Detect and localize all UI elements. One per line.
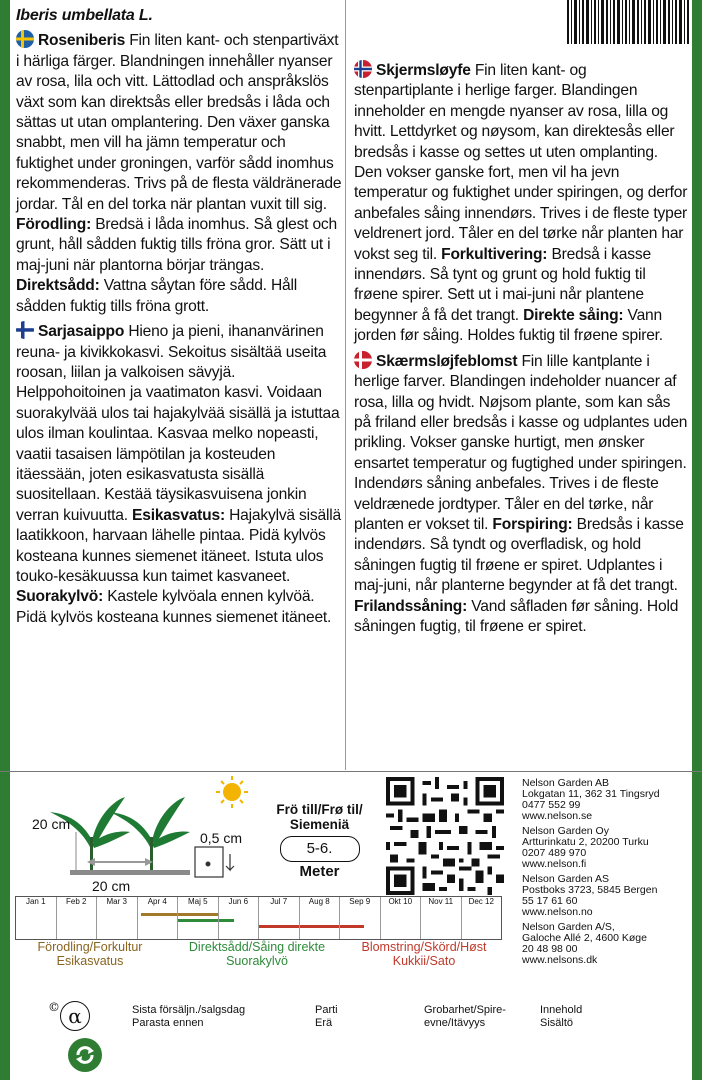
section-text: Vann jorden før såing. Holdes fuktig til frøene spirer. [354, 306, 663, 345]
section-text: Hieno ja pieni, ihananvärinen reuna- ja kivikkokasvi. Sekoitus sisältää useita roosan, liilan ja valkoisen sävyjä. Helppohoitoinen ja vaatimaton kasvi. Voidaan suorakylvää ulos tai hajakylvää sisällä ja istuttaa ulos ilman koulintaa. Kasvaa melko nopeasti, vaatii tasaisen lämpötilan ja kosteuden itäessään, joten esikasvatusta sisällä suositellaan. Kestää täysikasvuisena jonkin verran kuivuutta. [16, 323, 340, 524]
section-finnish [16, 321, 342, 628]
contact-line: www.nelson.fi [522, 858, 587, 870]
sowing-calendar [15, 896, 502, 940]
section-text: Bredså i kasse innendørs. Så tynt og grunt og hold fuktig til frøene spirer. Sett ut i mai-juni når plantene begynner å få det trangt. [354, 245, 651, 324]
contents-label: Innehold Sisältö [540, 1004, 583, 1029]
alpha-logo: © α [48, 1000, 90, 1031]
month-cell: Okt 10 [381, 897, 422, 939]
contact-line: Nelson Garden AS [522, 873, 609, 885]
section-danish [354, 351, 688, 638]
section-text: Fin liten kant- och stenpartiväxt i härliga färger. Blandningen innehåller nyanser av rosa, lila och vitt. Lättodlad och anspråkslös växt som kan direktsås eller bredsås i låda och sättas ut utan omplantering. Den växer ganska snabbt, men vill ha jämn temperatur och fuktighet under groningen, varför sådd inomhus rekommenderas. Trivs på de flesta väldränerade jordar. Tål en del torka när plantan vuxit till sig. [16, 32, 342, 213]
sweden-flag-icon [16, 30, 34, 48]
contact-line: www.nelsons.dk [522, 954, 598, 966]
finland-flag-icon [16, 321, 34, 339]
contact-line: 55 17 61 60 [522, 895, 578, 907]
recycle-icon [68, 1038, 102, 1072]
section-label: Frilandssåning: [354, 597, 468, 615]
bloom-bar [340, 925, 364, 928]
section-text: Fin lille kantplante i herlige farver. Blandingen indeholder nuancer af rosa, lilla og hvidt. Nøjsom plante, som kan sås på friland eller bredsås i kasse og udplantes uden prikling. Vokser ganske hurtigt, men ønsker ensartet temperatur og fugtighed under spiringen. Indendørs såning anbefales. Trives i de fleste veldrænede jordtyper. Tåler en del tørke, når planten er vokset til. [354, 352, 688, 533]
section-text: Vand såfladen før såning. Hold såningen fugtig, til frøene er spiret. [354, 597, 679, 635]
denmark-flag-icon [354, 351, 372, 369]
section-title: Skærmsløjfeblomst [376, 352, 518, 370]
month-cell: Aug 8 [300, 897, 341, 939]
section-label: Direkte såing: [523, 306, 624, 324]
legend-bloom: Blomstring/Skörd/Høst Kukkii/Sato [361, 940, 487, 968]
section-norwegian [354, 60, 688, 347]
month-cell: Dec 12 [468, 897, 494, 906]
section-text: Bredsås i kasse indendørs. Så tyndt og overfladisk, og hold såningen fugtig til frøene er spiret. Udplantes i maj-juni, når planterne begynder at få det trangt. [354, 515, 684, 595]
legend-direct-sowing: Direktsådd/Såing direkte Suorakylvö [188, 940, 326, 968]
section-text: Vattna såytan före sådd. Håll sådden fuktig tills fröna grott. [16, 277, 298, 315]
section-label: Forspiring: [492, 515, 573, 533]
seed-coverage-value: 5-6. [280, 836, 360, 862]
left-column [16, 6, 342, 632]
month-cell: Jun 6 [219, 897, 260, 939]
section-label: Förodling: [16, 216, 92, 234]
contact-line: 0477 552 99 [522, 799, 581, 811]
month-cell: Sep 9 [340, 897, 381, 939]
info-panel [0, 772, 702, 1080]
section-title: Skjermsløyfe [376, 62, 471, 79]
sun-icon [216, 776, 248, 808]
month-cell: Maj 5 [178, 897, 219, 939]
section-label: Forkultivering: [441, 245, 548, 263]
contact-line: Galoche Allé 2, 4600 Køge [522, 932, 647, 944]
row-spacing-label: 20 cm [32, 816, 71, 832]
month-cell: Jan 1 [16, 897, 57, 939]
contact-line: Nelson Garden AB [522, 777, 609, 789]
contact-line: Postboks 3723, 5845 Bergen [522, 884, 658, 896]
month-cell: Nov 11 [421, 897, 462, 939]
norway-flag-icon [354, 60, 372, 78]
batch-label: Parti Erä [315, 1004, 338, 1029]
column-divider [345, 0, 346, 770]
contact-line: www.nelson.no [522, 906, 593, 918]
qr-code [386, 777, 504, 895]
month-cell: Apr 4 [138, 897, 179, 939]
section-text: Hajakylvä sisällä laatikkoon, harvaan lähelle pintaa. Pidä kylvös kosteana kunnes siemenet itäneet. Istuta ulos touko-kesäkuussa kun taimet kasvaneet. [16, 506, 341, 585]
bloom-bar [259, 925, 299, 928]
preculture-bar [141, 913, 177, 916]
direct-sowing-bar [178, 919, 218, 922]
latin-name: Iberis umbellata L. [16, 7, 153, 24]
section-label: Direktsådd: [16, 277, 100, 295]
barcode [565, 0, 690, 46]
legend-preculture: Förodling/Forkultur Esikasvatus [37, 940, 143, 968]
plant-spacing-label: 20 cm [92, 878, 131, 894]
preculture-bar [178, 913, 218, 916]
right-column [354, 60, 688, 641]
section-text: Fin liten kant- og stenpartiplante i herlige farger. Blandingen inneholder en mengde nyanser av rosa, lilla og hvitt. Lettdyrket og nøysom, kan direktesås eller bredsås i kasse og settes ut uten omplanting. Den vokser ganske fort, men vil ha jevn temperatur og fuktighet under spiringen, og derfor anbefales såing innendørs. Trives i de fleste typer veldrenert jord. Tåler en del tørke når planten har vokst seg til. [354, 62, 688, 263]
section-title: Roseniberis [38, 32, 126, 50]
month-cell: Jul 7 [259, 897, 300, 939]
company-contacts [522, 778, 694, 966]
contact-line: Nelson Garden Oy [522, 825, 609, 837]
contact-line: Lokgatan 11, 362 31 Tingsryd [522, 788, 660, 800]
sowing-depth-label: 0,5 cm [200, 830, 243, 846]
seed-coverage [272, 802, 367, 879]
direct-sowing-bar [219, 919, 235, 922]
sell-by-label: Sista försäljn./salgsdag Parasta ennen [132, 1004, 246, 1029]
section-title: Sarjasaippo [38, 323, 125, 341]
section-label: Esikasvatus: [132, 506, 225, 524]
month-cell: Mar 3 [97, 897, 138, 939]
seed-coverage-unit: Meter [299, 863, 340, 880]
germination-label: Grobarhet/Spire- evne/Itävyys [424, 1004, 506, 1029]
contact-line: 0207 489 970 [522, 847, 587, 859]
contact-line: 20 48 98 00 [522, 943, 578, 955]
contact-line: Nelson Garden A/S, [522, 921, 615, 933]
contact-line: Artturinkatu 2, 20200 Turku [522, 836, 649, 848]
contact-line: www.nelson.se [522, 810, 593, 822]
seed-coverage-header: Frö till/Frø til/ Siemeniä [276, 802, 363, 832]
bloom-bar [300, 925, 340, 928]
month-cell: Feb 2 [57, 897, 98, 939]
section-label: Suorakylvö: [16, 588, 104, 606]
section-swedish [16, 30, 342, 317]
section-text: Bredsä i låda inomhus. Så glest och grunt, håll sådden fuktig tills fröna gror. Sätt ut i maj-juni när plantorna börjar trängas. [16, 216, 337, 274]
section-text: Kastele kylvöala ennen kylvöä. Pidä kylvös kosteana kunnes siemenet itäneet. [16, 588, 332, 626]
